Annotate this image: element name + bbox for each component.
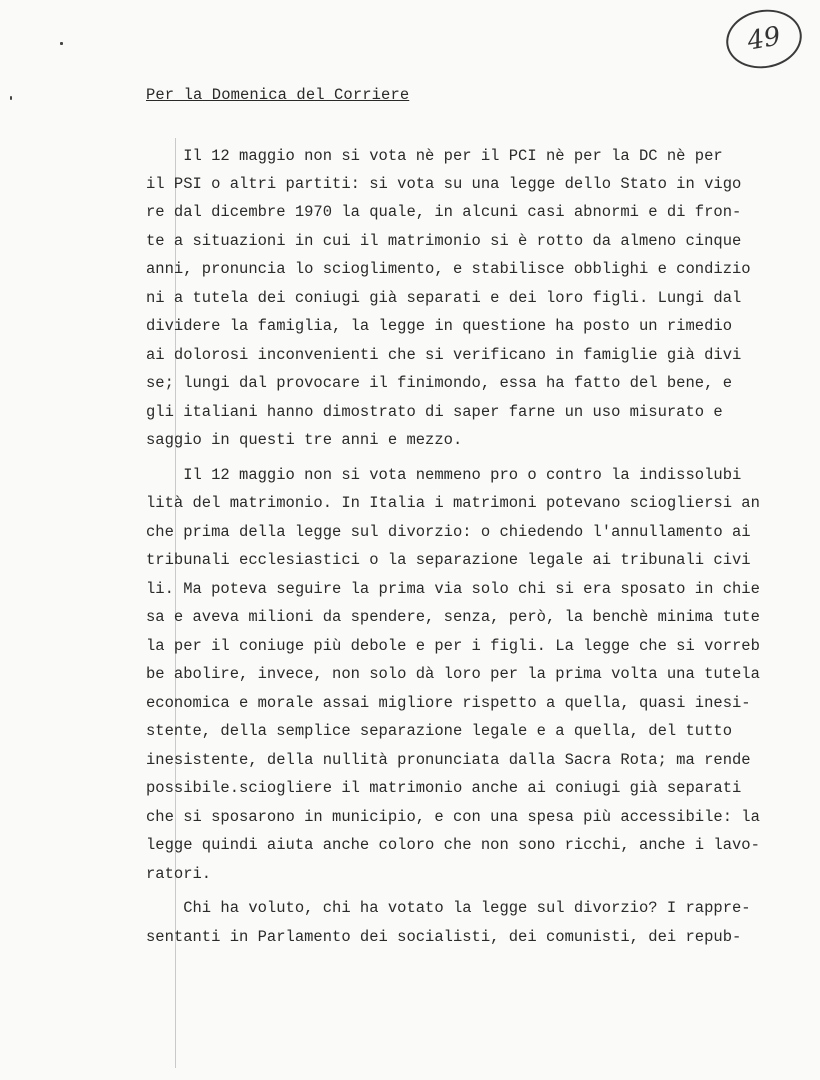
text-line: Il 12 maggio non si vota nè per il PCI nè per la DC nè per: [146, 147, 723, 165]
text-line: il PSI o altri partiti: si vota su una legge dello Stato in vigo: [146, 175, 742, 193]
text-line: ni a tutela dei coniugi già separati e dei loro figli. Lungi dal: [146, 289, 742, 307]
text-line: anni, pronuncia lo scioglimento, e stabilisce obblighi e condizio: [146, 260, 751, 278]
text-line: sentanti in Parlamento dei socialisti, dei comunisti, dei repub-: [146, 928, 742, 946]
page-number: 49: [745, 21, 783, 57]
text-line: saggio in questi tre anni e mezzo.: [146, 431, 463, 449]
text-line: economica e morale assai migliore rispetto a quella, quasi inesi-: [146, 694, 751, 712]
text-line: Chi ha voluto, chi ha votato la legge sul divorzio? I rappre-: [146, 899, 751, 917]
text-line: li. Ma poteva seguire la prima via solo chi si era sposato in chie: [146, 580, 760, 598]
text-line: te a situazioni in cui il matrimonio si è rotto da almeno cinque: [146, 232, 742, 250]
text-line: stente, della semplice separazione legale e a quella, del tutto: [146, 722, 732, 740]
text-line: ai dolorosi inconvenienti che si verificano in famiglie già divi: [146, 346, 742, 364]
text-line: dividere la famiglia, la legge in questione ha posto un rimedio: [146, 317, 732, 335]
text-line: ratori.: [146, 865, 212, 883]
text-line: Il 12 maggio non si vota nemmeno pro o contro la indissolubi: [146, 466, 742, 484]
text-line: legge quindi aiuta anche coloro che non sono ricchi, anche i lavo-: [146, 836, 760, 854]
text-line: lità del matrimonio. In Italia i matrimoni potevano sciogliersi an: [146, 494, 760, 512]
text-line: tribunali ecclesiastici o la separazione legale ai tribunali civi: [146, 551, 751, 569]
text-line: inesistente, della nullità pronunciata dalla Sacra Rota; ma rende: [146, 751, 751, 769]
text-line: la per il coniuge più debole e per i figli. La legge che si vorreb: [146, 637, 760, 655]
text-line: possibile.sciogliere il matrimonio anche ai coniugi già separati: [146, 779, 742, 797]
text-line: be abolire, invece, non solo dà loro per la prima volta una tutela: [146, 665, 760, 683]
text-line: re dal dicembre 1970 la quale, in alcuni casi abnormi e di fron-: [146, 203, 742, 221]
text-line: che si sposarono in municipio, e con una spesa più accessibile: la: [146, 808, 760, 826]
text-line: che prima della legge sul divorzio: o chiedendo l'annullamento ai: [146, 523, 751, 541]
text-line: sa e aveva milioni da spendere, senza, però, la benchè minima tute: [146, 608, 760, 626]
document-heading: Per la Domenica del Corriere: [146, 86, 410, 104]
text-line: se; lungi dal provocare il finimondo, essa ha fatto del bene, e: [146, 374, 732, 392]
text-line: gli italiani hanno dimostrato di saper farne un uso misurato e: [146, 403, 723, 421]
